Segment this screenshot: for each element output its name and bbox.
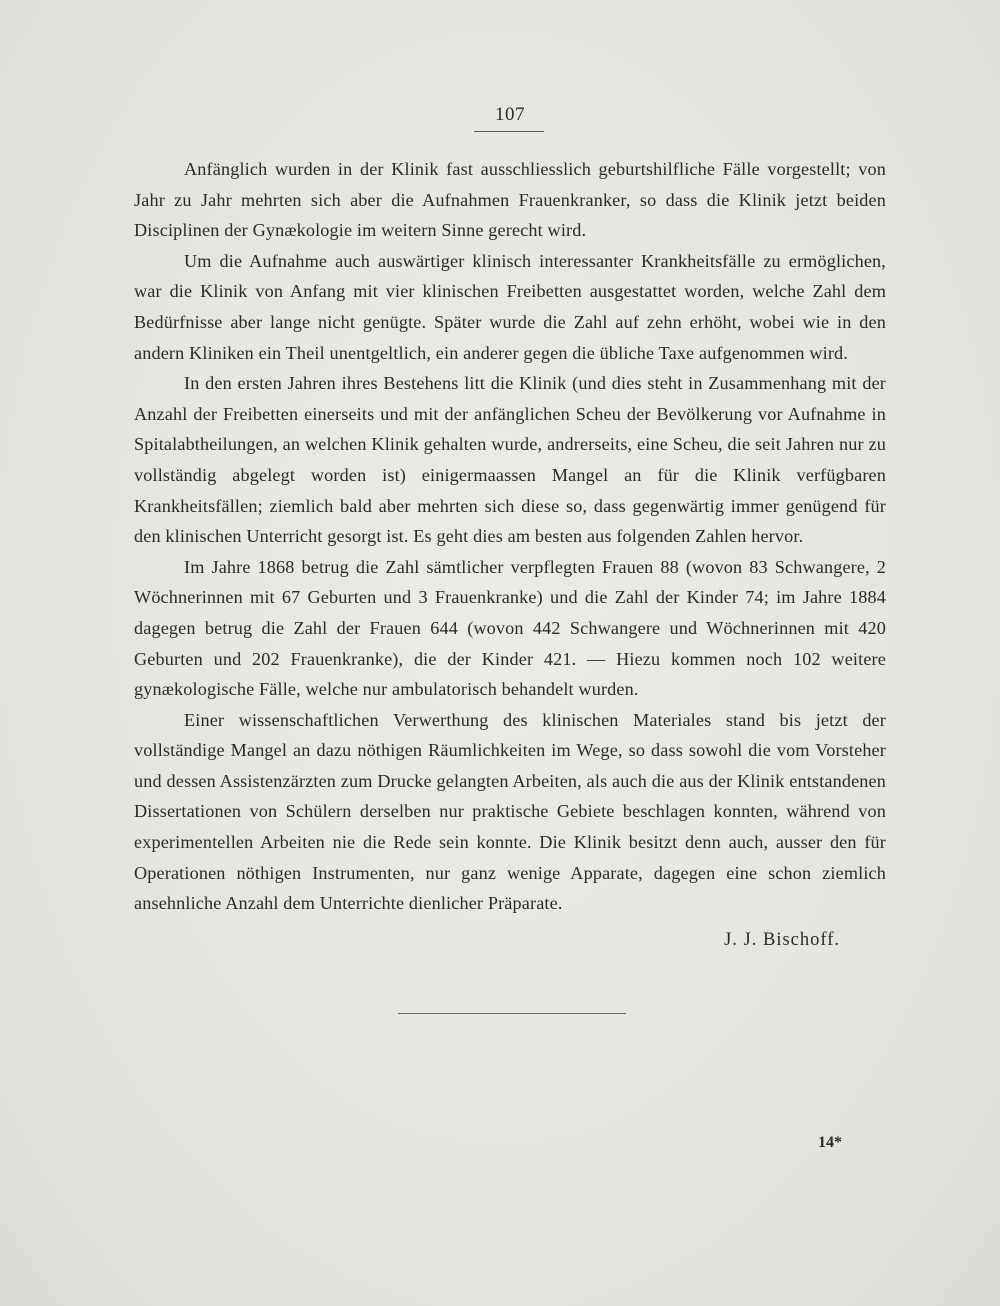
page-number-rule <box>474 131 544 132</box>
paragraph-2: Um die Aufnahme auch auswärtiger klinisch interessanter Krankheitsfälle zu ermöglichen, war die Klinik von Anfang mit vier klinischen Freibetten ausgestattet worden, welche Zahl dem Bedürfnisse aber lange nicht genügte. Später wurde die Zahl auf zehn erhöht, wobei wie in den andern Kliniken ein Theil unentgeltlich, ein anderer gegen die übliche Taxe aufgenommen wird. <box>134 250 886 363</box>
paragraph-4: Im Jahre 1868 betrug die Zahl sämtlicher verpflegten Frauen 88 (wovon 83 Schwangere, 2 Wöchnerinnen mit 67 Geburten und 3 Frauenkranke) und die Zahl der Kinder 74; im Jahre 1884 dagegen betrug die Zahl der Frauen 644 (wovon 442 Schwangere und Wöchnerinnen mit 420 Geburten und 202 Frauenkranke), die der Kinder 421. — Hiezu kommen noch 102 weitere gynækologische Fälle, welche nur ambulatorisch behandelt wurden. <box>134 556 886 700</box>
section-end-rule <box>398 1013 626 1014</box>
paragraph-5: Einer wissenschaftlichen Verwerthung des klinischen Materiales stand bis jetzt der vollständige Mangel an dazu nöthigen Räumlichkeiten im Wege, so dass sowohl die vom Vorsteher und dessen Assistenzärzten zum Drucke gelangten Arbeiten, als auch die aus der Klinik entstandenen Dissertationen von Schülern derselben nur praktische Gebiete beschlagen konnten, während von experimentellen Arbeiten nie die Rede sein konnte. Die Klinik besitzt denn auch, ausser den für Operationen nöthigen Instrumenten, nur ganz wenige Apparate, dagegen eine schon ziemlich ansehnliche Anzahl dem Unterrichte dienlicher Präparate. <box>134 709 886 914</box>
body-text <box>134 154 886 919</box>
author-signature: J. J. Bischoff. <box>724 930 840 950</box>
paragraph-1: Anfänglich wurden in der Klinik fast ausschliesslich geburtshilfliche Fälle vorgestellt; von Jahr zu Jahr mehrten sich aber die Aufnahmen Frauenkranker, so dass die Klinik jetzt beiden Disciplinen der Gynækologie im weitern Sinne gerecht wird. <box>134 159 886 241</box>
page-number: 107 <box>495 104 525 125</box>
printer-signature-mark: 14* <box>818 1134 842 1151</box>
paragraph-3: In den ersten Jahren ihres Bestehens litt die Klinik (und dies steht in Zusammenhang mit der Anzahl der Freibetten einerseits und mit der anfänglichen Scheu der Bevölkerung vor Aufnahme in Spitalabtheilungen, an welchen Klinik gehalten wurde, andrerseits, eine Scheu, die seit Jahren nur zu vollständig abgelegt worden ist) einigermaassen Mangel an für die Klinik verfügbaren Krankheitsfällen; ziemlich bald aber mehrten sich diese so, dass gegenwärtig immer genügend für den klinischen Unterricht gesorgt ist. Es geht dies am besten aus folgenden Zahlen hervor. <box>134 373 886 547</box>
